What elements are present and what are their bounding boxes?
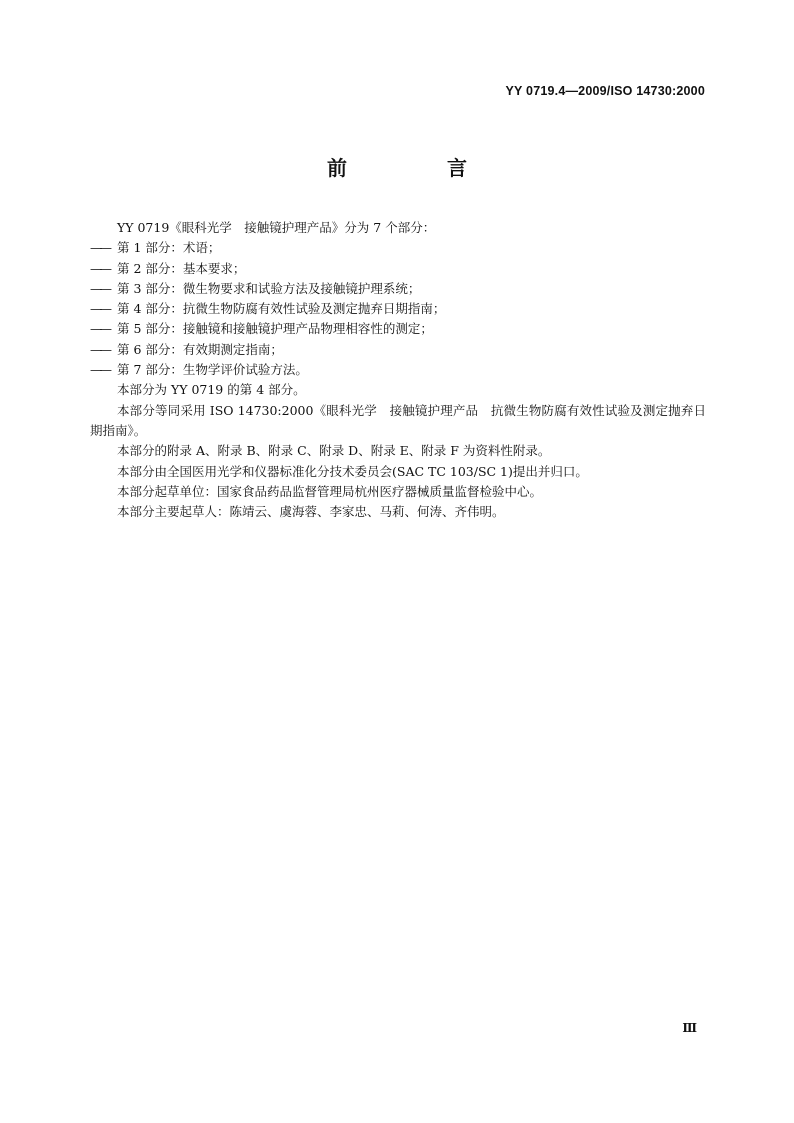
part-item-text: 第 7 部分：生物学评价试验方法。: [117, 362, 308, 378]
part-item-text: 第 6 部分：有效期测定指南；: [117, 341, 283, 357]
part-item-6: [90, 340, 706, 360]
dash-mark: ——: [90, 362, 109, 378]
dash-mark: ——: [90, 341, 109, 357]
dash-mark: ——: [90, 301, 109, 317]
intro-paragraph: YY 0719《眼科光学 接触镜护理产品》分为 7 个部分：: [117, 220, 436, 235]
paragraph-drafters: 本部分主要起草人：陈靖云、虞海蓉、李家忠、马莉、何涛、齐伟明。: [117, 504, 505, 520]
part-item-5: [90, 319, 706, 339]
paragraph-part-number: 本部分为 YY 0719 的第 4 部分。: [117, 382, 306, 398]
dash-mark: ——: [90, 240, 109, 256]
part-item-7: [90, 360, 706, 380]
part-item-1: [90, 238, 706, 258]
part-item-text: 第 4 部分：抗微生物防腐有效性试验及测定抛弃日期指南；: [117, 301, 446, 317]
dash-mark: ——: [90, 321, 109, 337]
paragraph-equivalence: 本部分等同采用 ISO 14730:2000《眼科光学 接触镜护理产品 抗微生物防腐有效性试验及测定抛弃日期指南》。: [90, 402, 706, 438]
part-item-text: 第 3 部分：微生物要求和试验方法及接触镜护理系统；: [117, 280, 421, 296]
dash-mark: ——: [90, 280, 109, 296]
part-item-2: [90, 259, 706, 279]
part-item-3: [90, 279, 706, 299]
part-item-4: [90, 299, 706, 319]
paragraph-proposer: 本部分由全国医用光学和仪器标准化分技术委员会(SAC TC 103/SC 1)提出并归口。: [117, 463, 588, 479]
part-item-text: 第 1 部分：术语；: [117, 240, 221, 256]
paragraph-annexes: 本部分的附录 A、附录 B、附录 C、附录 D、附录 E、附录 F 为资料性附录。: [117, 443, 551, 459]
page-number: Ⅲ: [682, 1021, 697, 1035]
part-item-text: 第 5 部分：接触镜和接触镜护理产品物理相容性的测定；: [117, 321, 433, 337]
standard-code: YY 0719.4—2009/ISO 14730:2000: [505, 84, 705, 98]
part-item-text: 第 2 部分：基本要求；: [117, 260, 246, 276]
paragraph-drafting-unit: 本部分起草单位：国家食品药品监督管理局杭州医疗器械质量监督检验中心。: [117, 483, 543, 499]
dash-mark: ——: [90, 260, 109, 276]
page-title: 前 言: [327, 156, 507, 180]
foreword-body: [90, 218, 706, 522]
